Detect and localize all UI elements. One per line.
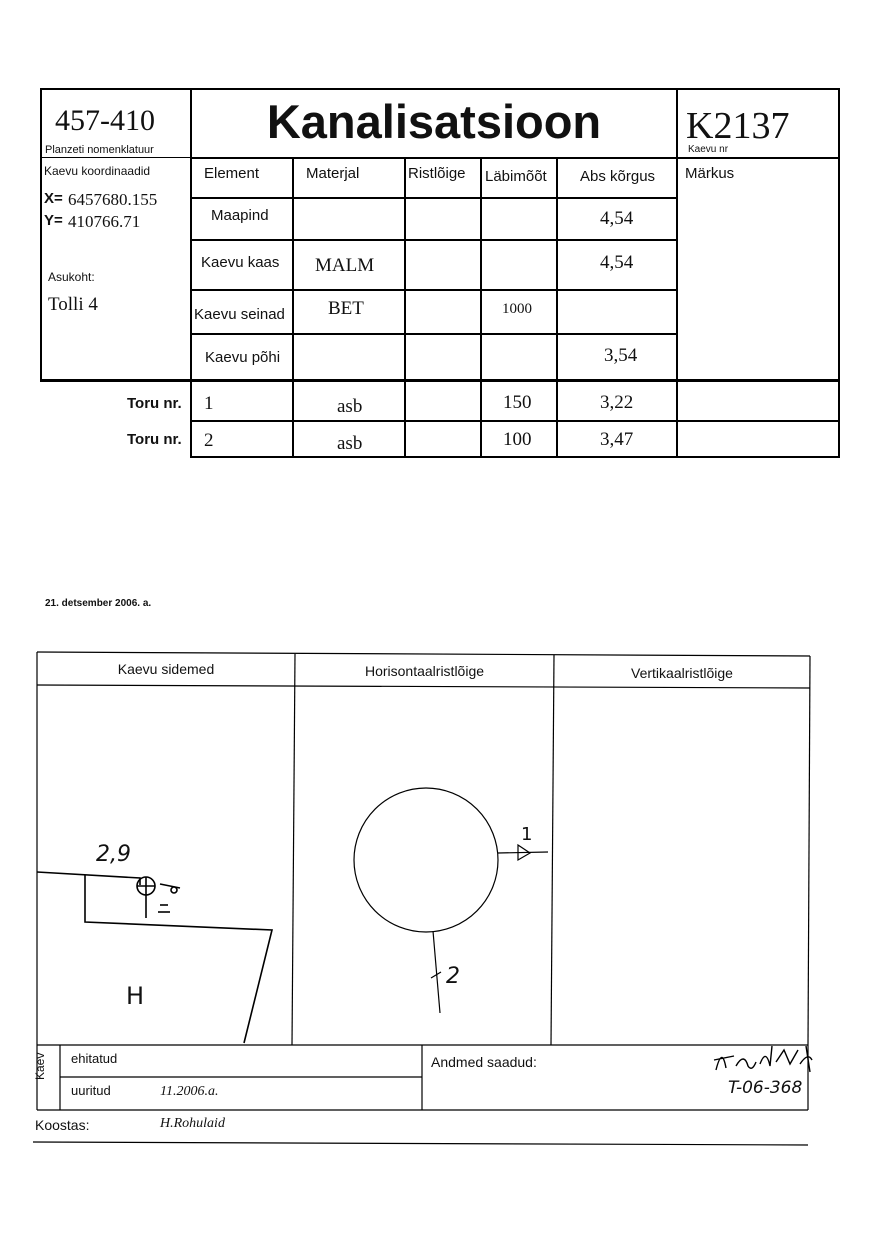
pipe-label: Toru nr. <box>127 395 182 412</box>
built-label: ehitatud <box>71 1051 118 1066</box>
compiled-label: Koostas: <box>35 1117 90 1133</box>
pipe-material: asb <box>337 433 363 454</box>
nomenclature-value: 457-410 <box>55 104 155 137</box>
col-header-notes: Märkus <box>685 165 735 182</box>
pipe-diameter: 100 <box>503 429 532 450</box>
col-header-cross: Ristlõige <box>408 165 466 182</box>
kaev-vertical-label: Kaev <box>33 1052 47 1080</box>
well-id: K2137 <box>686 105 790 147</box>
col-header-element: Element <box>204 165 260 182</box>
coord-y-label: Y= <box>44 212 63 229</box>
row-element: Kaevu põhi <box>205 349 281 366</box>
sketch-col-header-vertical: Vertikaalristlõige <box>631 665 733 681</box>
surveyed-label: uuritud <box>71 1083 111 1098</box>
pipe-abs: 3,47 <box>600 429 634 450</box>
hw-distance-label: 2,9 <box>96 842 131 867</box>
hw-building-letter: H <box>126 982 145 1010</box>
hw-pipe-1: 1 <box>521 824 533 845</box>
col-header-material: Materjal <box>306 165 360 182</box>
row-element: Maapind <box>211 207 269 224</box>
sketch-col-header-connections: Kaevu sidemed <box>117 661 215 677</box>
data-received-label: Andmed saadud: <box>431 1054 537 1070</box>
row-diameter: 1000 <box>502 301 532 317</box>
coord-y-value: 410766.71 <box>68 212 141 231</box>
hw-pipe-2: 2 <box>446 964 460 989</box>
row-material: MALM <box>315 255 375 276</box>
row-abs: 4,54 <box>600 208 634 229</box>
pipe-label: Toru nr. <box>127 431 182 448</box>
coord-x-value: 6457680.155 <box>68 190 158 209</box>
pipe-nr: 1 <box>204 393 214 414</box>
row-material: BET <box>328 298 364 319</box>
col-header-abs: Abs kõrgus <box>580 168 656 185</box>
document-date: 21. detsember 2006. a. <box>45 598 152 609</box>
col-header-diameter: Läbimõõt <box>485 168 547 185</box>
location-value: Tolli 4 <box>48 294 98 315</box>
data-received-value: T-06-368 <box>728 1078 803 1098</box>
compiled-value: H.Rohulaid <box>160 1116 225 1131</box>
sketch-col-header-horizontal: Horisontaalristlõige <box>364 663 485 679</box>
row-abs: 4,54 <box>600 252 634 273</box>
coords-label: Kaevu koordinaadid <box>44 164 151 178</box>
pipe-abs: 3,22 <box>600 392 634 413</box>
row-abs: 3,54 <box>604 345 638 366</box>
pipe-nr: 2 <box>204 430 214 451</box>
well-id-label: Kaevu nr <box>688 144 729 155</box>
nomenclature-label: Planzeti nomenklatuur <box>45 144 154 156</box>
row-element: Kaevu seinad <box>194 306 285 323</box>
coord-x-label: X= <box>44 190 63 207</box>
pipe-diameter: 150 <box>503 392 532 413</box>
pipe-material: asb <box>337 396 363 417</box>
page-title: Kanalisatsioon <box>266 95 602 148</box>
surveyed-value: 11.2006.a. <box>160 1084 219 1099</box>
location-label: Asukoht: <box>48 270 95 284</box>
row-element: Kaevu kaas <box>201 254 280 271</box>
